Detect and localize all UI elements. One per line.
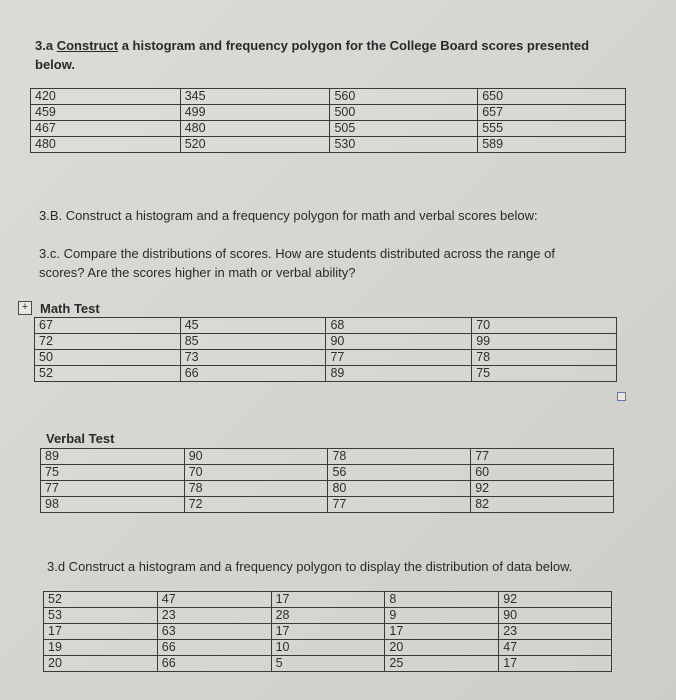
math-test-cell: 73: [180, 350, 326, 366]
college-board-cell: 480: [180, 121, 330, 137]
section-a-underlined: Construct: [56, 38, 119, 53]
verbal-test-cell: 72: [184, 497, 328, 513]
distribution-cell: 23: [499, 624, 612, 640]
distribution-row: [44, 608, 612, 624]
verbal-test-cell: 98: [41, 497, 185, 513]
distribution-cell: 19: [44, 640, 158, 656]
verbal-test-row: [41, 481, 614, 497]
distribution-row: [44, 624, 612, 640]
verbal-test-cell: 89: [41, 449, 185, 465]
verbal-test-cell: 92: [471, 481, 614, 497]
section-c-line1: 3.c. Compare the distributions of scores. How are students distributed across the range of: [39, 246, 555, 261]
verbal-test-cell: 82: [471, 497, 614, 513]
verbal-test-row: [41, 449, 614, 465]
table-move-handle-icon[interactable]: +: [18, 301, 32, 315]
distribution-cell: 52: [44, 592, 158, 608]
college-board-cell: 345: [180, 89, 330, 105]
section-a-prefix: 3.a: [35, 38, 57, 53]
verbal-test-cell: 90: [184, 449, 328, 465]
section-d-heading: [47, 557, 647, 576]
verbal-test-cell: 56: [328, 465, 471, 481]
college-board-row: [31, 137, 626, 153]
math-test-cell: 50: [35, 350, 181, 366]
verbal-test-cell: 77: [471, 449, 614, 465]
math-test-cell: 45: [180, 318, 326, 334]
section-c-heading: [39, 244, 639, 282]
distribution-cell: 17: [499, 656, 612, 672]
section-a-line2: below.: [35, 57, 75, 72]
college-board-cell: 505: [330, 121, 478, 137]
distribution-row: [44, 640, 612, 656]
math-test-title: Math Test: [40, 301, 100, 316]
verbal-test-cell: 77: [328, 497, 471, 513]
college-board-cell: 650: [478, 89, 626, 105]
distribution-cell: 23: [157, 608, 271, 624]
distribution-cell: 17: [44, 624, 158, 640]
math-test-cell: 89: [326, 366, 472, 382]
verbal-test-title: Verbal Test: [46, 431, 115, 446]
distribution-table: [43, 591, 612, 672]
math-test-cell: 85: [180, 334, 326, 350]
math-test-cell: 67: [35, 318, 181, 334]
college-board-cell: 459: [31, 105, 181, 121]
section-a-rest: a histogram and frequency polygon for the College Board scores presented: [118, 38, 590, 53]
distribution-cell: 47: [157, 592, 271, 608]
math-test-row: [35, 318, 617, 334]
distribution-cell: 25: [385, 656, 499, 672]
verbal-test-cell: 78: [328, 449, 471, 465]
verbal-test-row: [41, 497, 614, 513]
math-test-cell: 72: [35, 334, 181, 350]
math-test-cell: 77: [326, 350, 472, 366]
math-test-row: [35, 366, 617, 382]
math-test-row: [35, 334, 617, 350]
verbal-test-cell: 60: [471, 465, 614, 481]
distribution-cell: 47: [499, 640, 612, 656]
math-test-cell: 90: [326, 334, 472, 350]
math-test-cell: 68: [326, 318, 472, 334]
college-board-cell: 520: [180, 137, 330, 153]
college-board-cell: 657: [478, 105, 626, 121]
college-board-cell: 589: [478, 137, 626, 153]
verbal-test-cell: 80: [328, 481, 471, 497]
math-test-cell: 75: [472, 366, 617, 382]
math-test-cell: 66: [180, 366, 326, 382]
distribution-cell: 63: [157, 624, 271, 640]
distribution-cell: 20: [44, 656, 158, 672]
distribution-cell: 17: [385, 624, 499, 640]
college-board-table: [30, 88, 626, 153]
college-board-row: [31, 105, 626, 121]
distribution-cell: 53: [44, 608, 158, 624]
math-test-cell: 78: [472, 350, 617, 366]
distribution-cell: 17: [271, 592, 385, 608]
distribution-cell: 9: [385, 608, 499, 624]
distribution-cell: 92: [499, 592, 612, 608]
distribution-cell: 20: [385, 640, 499, 656]
math-test-row: [35, 350, 617, 366]
college-board-cell: 555: [478, 121, 626, 137]
distribution-cell: 28: [271, 608, 385, 624]
distribution-row: [44, 592, 612, 608]
college-board-row: [31, 121, 626, 137]
distribution-row: [44, 656, 612, 672]
math-test-cell: 52: [35, 366, 181, 382]
section-b-heading: [39, 206, 639, 225]
verbal-test-cell: 70: [184, 465, 328, 481]
college-board-cell: 480: [31, 137, 181, 153]
verbal-test-cell: 78: [184, 481, 328, 497]
section-b-text: 3.B. Construct a histogram and a frequency polygon for math and verbal scores below:: [39, 208, 538, 223]
math-test-cell: 70: [472, 318, 617, 334]
verbal-test-table: [40, 448, 614, 513]
distribution-cell: 90: [499, 608, 612, 624]
college-board-cell: 499: [180, 105, 330, 121]
college-board-cell: 500: [330, 105, 478, 121]
college-board-cell: 560: [330, 89, 478, 105]
verbal-test-cell: 75: [41, 465, 185, 481]
distribution-cell: 66: [157, 640, 271, 656]
distribution-cell: 66: [157, 656, 271, 672]
verbal-test-row: [41, 465, 614, 481]
section-a-heading: [35, 36, 635, 74]
college-board-cell: 530: [330, 137, 478, 153]
verbal-test-cell: 77: [41, 481, 185, 497]
math-test-table: [34, 317, 617, 382]
section-c-line2: scores? Are the scores higher in math or verbal ability?: [39, 265, 356, 280]
distribution-cell: 8: [385, 592, 499, 608]
section-d-text: 3.d Construct a histogram and a frequency polygon to display the distribution of data below.: [47, 559, 573, 574]
table-resize-handle[interactable]: [617, 392, 626, 401]
college-board-cell: 420: [31, 89, 181, 105]
distribution-cell: 17: [271, 624, 385, 640]
college-board-row: [31, 89, 626, 105]
college-board-cell: 467: [31, 121, 181, 137]
distribution-cell: 5: [271, 656, 385, 672]
distribution-cell: 10: [271, 640, 385, 656]
math-test-cell: 99: [472, 334, 617, 350]
